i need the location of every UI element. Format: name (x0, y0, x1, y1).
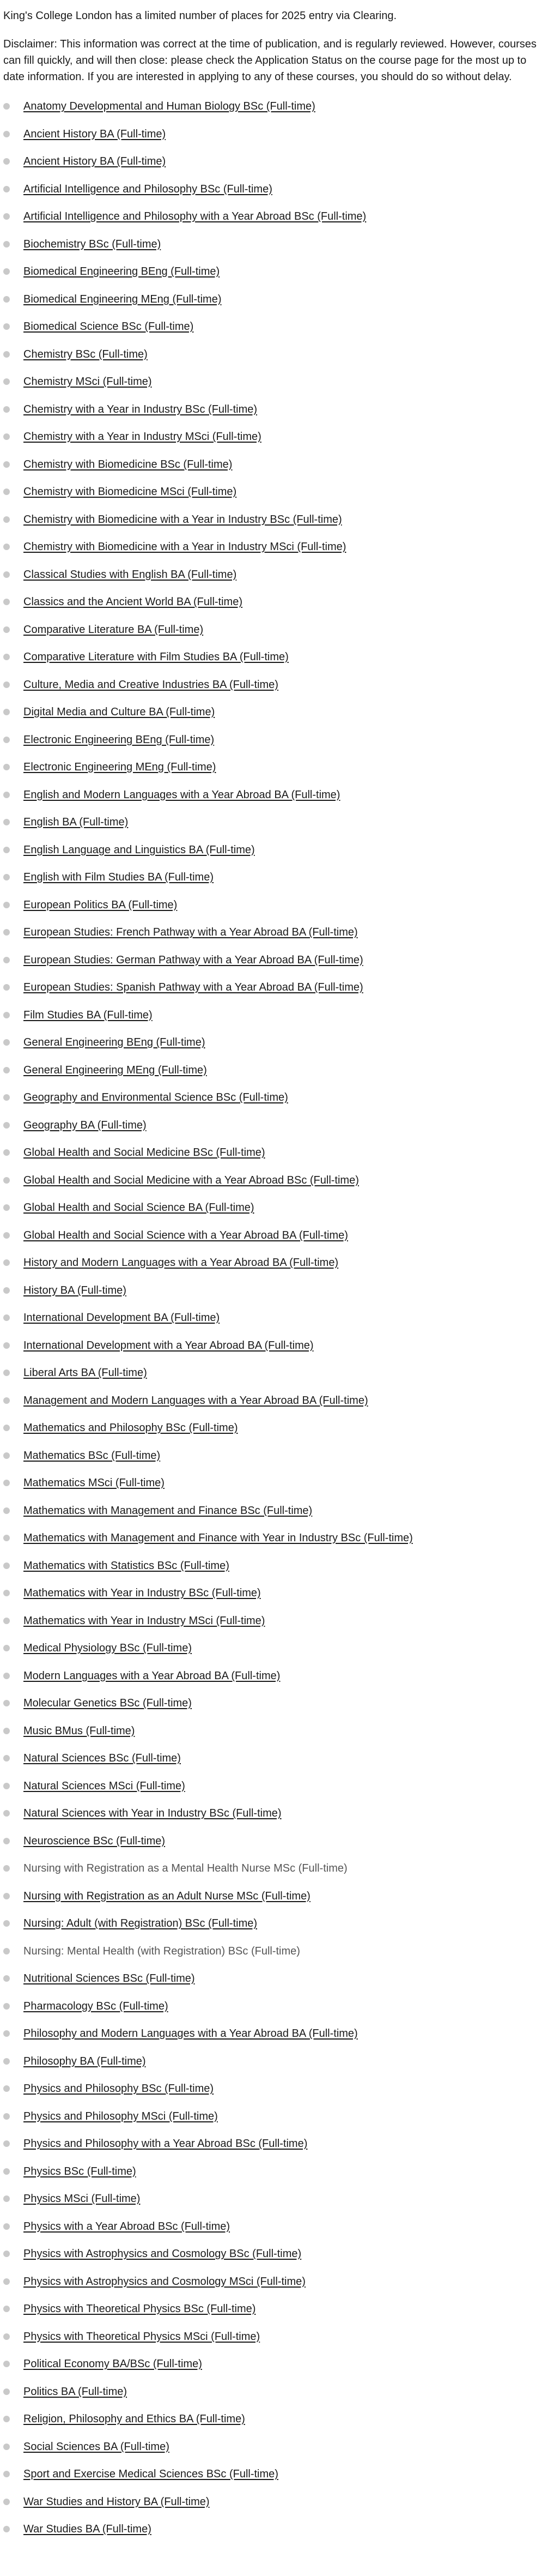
course-list-item (3, 2494, 548, 2521)
course-link[interactable]: Physics and Philosophy with a Year Abroad BSc (Full-time) (23, 2138, 308, 2150)
course-list-item (3, 759, 548, 787)
course-list-item (3, 1723, 548, 1751)
course-link[interactable]: Mathematics with Statistics BSc (Full-time) (23, 1559, 229, 1572)
course-list-item (3, 208, 548, 236)
course-list-item (3, 566, 548, 594)
course-list-item (3, 1420, 548, 1447)
bullet-icon (3, 874, 10, 880)
bullet-icon (3, 792, 10, 798)
course-list-item (3, 2384, 548, 2411)
bullet-icon (3, 1563, 10, 1569)
course-link[interactable]: Physics BSc (Full-time) (23, 2165, 136, 2177)
course-link[interactable]: English and Modern Languages with a Year Abroad BA (Full-time) (23, 788, 340, 801)
course-link[interactable]: Mathematics with Year in Industry MSci (Full-time) (23, 1614, 265, 1627)
bullet-icon (3, 2278, 10, 2285)
course-list-item (3, 236, 548, 264)
bullet-icon (3, 241, 10, 248)
course-link[interactable]: English BA (Full-time) (23, 816, 129, 828)
bullet-icon (3, 433, 10, 440)
course-link[interactable]: Global Health and Social Science BA (Full-time) (23, 1202, 254, 1214)
course-link[interactable]: Medical Physiology BSc (Full-time) (23, 1642, 192, 1654)
disclaimer-text: Disclaimer: This information was correct at the time of publication, and is regularly reviewed. However, courses can fill quickly, and will then close: please check the Application Status on the course page for the most up to date information. If you are interested in applying to any of these courses, you should do so without delay. (3, 38, 537, 83)
course-list-item (3, 1888, 548, 1916)
course-list-item (3, 2025, 548, 2053)
course-list-item (3, 1089, 548, 1117)
course-link[interactable]: Mathematics with Management and Finance BSc (Full-time) (23, 1504, 313, 1517)
bullet-icon (3, 1122, 10, 1129)
course-list-item (3, 373, 548, 401)
course-list-item (3, 2466, 548, 2494)
course-list-item (3, 153, 548, 181)
course-list-item (3, 484, 548, 511)
course-link[interactable]: Natural Sciences MSci (Full-time) (23, 1779, 185, 1792)
bullet-icon (3, 681, 10, 688)
bullet-icon (3, 2085, 10, 2092)
course-list-item (3, 2053, 548, 2081)
course-link[interactable]: Natural Sciences BSc (Full-time) (23, 1752, 181, 1764)
bullet-icon (3, 1342, 10, 1349)
course-list-item (3, 1750, 548, 1778)
course-link[interactable]: Physics with Theoretical Physics BSc (Full-time) (23, 2303, 256, 2315)
course-list-item (3, 181, 548, 209)
bullet-icon (3, 213, 10, 220)
bullet-icon (3, 268, 10, 275)
bullet-icon (3, 2168, 10, 2175)
bullet-icon (3, 2471, 10, 2477)
course-list-item (3, 1447, 548, 1475)
course-link[interactable]: Geography BA (Full-time) (23, 1119, 147, 1131)
course-link[interactable]: Nursing with Registration as an Adult Nurse MSc (Full-time) (23, 1890, 311, 1902)
course-link[interactable]: Digital Media and Culture BA (Full-time) (23, 706, 215, 718)
course-list-item (3, 2218, 548, 2246)
bullet-icon (3, 461, 10, 468)
course-list-item (3, 1558, 548, 1585)
bullet-icon (3, 103, 10, 110)
bullet-icon (3, 2306, 10, 2312)
course-list-item (3, 2439, 548, 2466)
course-list-item (3, 2521, 548, 2549)
bullet-icon (3, 1645, 10, 1651)
course-link[interactable]: War Studies BA (Full-time) (23, 2523, 151, 2535)
bullet-icon (3, 1975, 10, 1982)
bullet-icon (3, 1287, 10, 1294)
course-list-item (3, 704, 548, 732)
course-link[interactable]: European Politics BA (Full-time) (23, 898, 178, 911)
course-link[interactable]: History BA (Full-time) (23, 1284, 126, 1296)
course-list (3, 98, 548, 2549)
bullet-icon (3, 1755, 10, 1761)
course-list-item (3, 649, 548, 677)
course-link[interactable]: Physics with Astrophysics and Cosmology BSc (Full-time) (23, 2248, 302, 2260)
course-link[interactable]: Mathematics with Year in Industry BSc (Full-time) (23, 1587, 261, 1599)
course-link[interactable]: Ancient History BA (Full-time) (23, 128, 166, 140)
bullet-icon (3, 1728, 10, 1734)
course-list-item (3, 1007, 548, 1035)
course-list-item (3, 1695, 548, 1723)
bullet-icon (3, 2251, 10, 2257)
course-link[interactable]: Chemistry with a Year in Industry MSci (Full-time) (23, 431, 261, 443)
course-list-item (3, 979, 548, 1007)
course-link[interactable]: Nursing: Adult (with Registration) BSc (Full-time) (23, 1917, 258, 1929)
course-list-item (3, 1062, 548, 1090)
course-link[interactable]: European Studies: Spanish Pathway with a Year Abroad BA (Full-time) (23, 981, 363, 993)
course-list-item (3, 126, 548, 154)
bullet-icon (3, 1590, 10, 1596)
course-link[interactable]: European Studies: German Pathway with a Year Abroad BA (Full-time) (23, 954, 363, 966)
course-link[interactable]: Artificial Intelligence and Philosophy with a Year Abroad BSc (Full-time) (23, 210, 367, 222)
bullet-icon (3, 1480, 10, 1486)
course-list-item (3, 869, 548, 897)
bullet-icon (3, 2416, 10, 2422)
course-list-item (3, 1282, 548, 1310)
course-label: Nursing with Registration as a Mental Health Nurse MSc (Full-time) (23, 1862, 348, 1874)
course-list-item (3, 1915, 548, 1943)
course-list-item (3, 1860, 548, 1888)
course-list-item (3, 1998, 548, 2026)
course-list-item (3, 1970, 548, 1998)
course-list-item (3, 1943, 548, 1971)
course-link[interactable]: General Engineering MEng (Full-time) (23, 1064, 207, 1076)
course-link[interactable]: Liberal Arts BA (Full-time) (23, 1367, 147, 1379)
course-link[interactable]: Mathematics MSci (Full-time) (23, 1477, 165, 1489)
course-link[interactable]: Physics with Theoretical Physics MSci (Full-time) (23, 2330, 260, 2343)
course-link[interactable]: Biomedical Engineering MEng (Full-time) (23, 293, 222, 305)
course-link[interactable]: Biomedical Science BSc (Full-time) (23, 321, 194, 333)
course-link[interactable]: War Studies and History BA (Full-time) (23, 2495, 210, 2508)
course-list-item (3, 732, 548, 759)
course-link[interactable]: History and Modern Languages with a Year Abroad BA (Full-time) (23, 1257, 339, 1269)
course-list-item (3, 2273, 548, 2301)
course-link[interactable]: Chemistry with a Year in Industry BSc (Full-time) (23, 403, 258, 415)
course-link[interactable]: Politics BA (Full-time) (23, 2385, 127, 2398)
bullet-icon (3, 2499, 10, 2505)
course-list-item (3, 346, 548, 374)
course-list-item (3, 456, 548, 484)
course-link[interactable]: Global Health and Social Medicine with a Year Abroad BSc (Full-time) (23, 1174, 359, 1186)
bullet-icon (3, 1232, 10, 1239)
course-list-item (3, 952, 548, 980)
course-list-item (3, 1172, 548, 1200)
bullet-icon (3, 1920, 10, 1927)
course-link[interactable]: Mathematics with Management and Finance with Year in Industry BSc (Full-time) (23, 1532, 413, 1544)
bullet-icon (3, 2195, 10, 2202)
course-link[interactable]: English Language and Linguistics BA (Full-time) (23, 843, 255, 856)
bullet-icon (3, 158, 10, 165)
course-link[interactable]: Neuroscience BSc (Full-time) (23, 1835, 166, 1847)
course-list-item (3, 2301, 548, 2328)
course-link[interactable]: Electronic Engineering BEng (Full-time) (23, 733, 215, 746)
course-link[interactable]: Comparative Literature BA (Full-time) (23, 623, 204, 636)
bullet-icon (3, 654, 10, 660)
course-link[interactable]: Chemistry with Biomedicine with a Year in Industry BSc (Full-time) (23, 513, 342, 526)
course-link[interactable]: Sport and Exercise Medical Sciences BSc (Full-time) (23, 2468, 278, 2480)
course-list-item (3, 1144, 548, 1172)
bullet-icon (3, 544, 10, 550)
course-list-item (3, 1254, 548, 1282)
course-link[interactable]: Mathematics BSc (Full-time) (23, 1449, 161, 1462)
course-link[interactable]: Ancient History BA (Full-time) (23, 155, 166, 167)
course-link[interactable]: Pharmacology BSc (Full-time) (23, 2000, 168, 2012)
bullet-icon (3, 2361, 10, 2367)
bullet-icon (3, 2003, 10, 2010)
bullet-icon (3, 1149, 10, 1156)
bullet-icon (3, 1865, 10, 1872)
course-list-item (3, 1833, 548, 1861)
course-list-item (3, 1475, 548, 1503)
course-list-item (3, 291, 548, 319)
course-link[interactable]: Music BMus (Full-time) (23, 1724, 135, 1737)
bullet-icon (3, 709, 10, 715)
course-list-item (3, 814, 548, 842)
course-link[interactable]: Chemistry BSc (Full-time) (23, 348, 148, 360)
bullet-icon (3, 186, 10, 192)
course-list-item (3, 1805, 548, 1833)
bullet-icon (3, 1067, 10, 1073)
bullet-icon (3, 1425, 10, 1431)
course-link[interactable]: Film Studies BA (Full-time) (23, 1009, 153, 1021)
course-link[interactable]: Global Health and Social Science with a Year Abroad BA (Full-time) (23, 1229, 348, 1241)
course-list-item (3, 787, 548, 815)
bullet-icon (3, 929, 10, 936)
course-list-item (3, 1668, 548, 1696)
course-list-item (3, 1530, 548, 1558)
bullet-icon (3, 626, 10, 633)
course-link[interactable]: Philosophy BA (Full-time) (23, 2055, 146, 2067)
course-link[interactable]: Biomedical Engineering BEng (Full-time) (23, 266, 220, 277)
bullet-icon (3, 1893, 10, 1899)
course-link[interactable]: Chemistry with Biomedicine BSc (Full-time) (23, 458, 233, 470)
course-link[interactable]: Chemistry MSci (Full-time) (23, 376, 152, 388)
course-link[interactable]: Chemistry with Biomedicine with a Year in Industry MSci (Full-time) (23, 541, 346, 553)
course-link[interactable]: Physics MSci (Full-time) (23, 2193, 141, 2205)
bullet-icon (3, 516, 10, 523)
course-list-item (3, 1640, 548, 1668)
bullet-icon (3, 131, 10, 137)
bullet-icon (3, 1948, 10, 1954)
course-link[interactable]: Chemistry with Biomedicine MSci (Full-time) (23, 486, 237, 498)
bullet-icon (3, 323, 10, 330)
course-list-item (3, 511, 548, 539)
bullet-icon (3, 1012, 10, 1018)
bullet-icon (3, 1507, 10, 1514)
bullet-icon (3, 2140, 10, 2147)
bullet-icon (3, 737, 10, 743)
course-link[interactable]: Anatomy Developmental and Human Biology BSc (Full-time) (23, 100, 315, 112)
bullet-icon (3, 984, 10, 991)
bullet-icon (3, 1535, 10, 1541)
course-link[interactable]: Global Health and Social Medicine BSc (Full-time) (23, 1147, 265, 1159)
course-link[interactable]: Management and Modern Languages with a Year Abroad BA (Full-time) (23, 1394, 368, 1407)
bullet-icon (3, 378, 10, 385)
course-link[interactable]: Social Sciences BA (Full-time) (23, 2440, 169, 2453)
course-list-item (3, 263, 548, 291)
course-list-item (3, 1613, 548, 1640)
course-link[interactable]: Mathematics and Philosophy BSc (Full-time) (23, 1422, 238, 1434)
course-link[interactable]: Comparative Literature with Film Studies BA (Full-time) (23, 651, 289, 663)
bullet-icon (3, 2223, 10, 2230)
course-link[interactable]: Physics with a Year Abroad BSc (Full-time) (23, 2220, 230, 2233)
course-link[interactable]: Biochemistry BSc (Full-time) (23, 238, 161, 250)
bullet-icon (3, 2388, 10, 2395)
course-link[interactable]: Molecular Genetics BSc (Full-time) (23, 1697, 192, 1709)
bullet-icon (3, 488, 10, 495)
course-link[interactable]: Physics and Philosophy BSc (Full-time) (23, 2083, 214, 2095)
bullet-icon (3, 764, 10, 770)
bullet-icon (3, 1452, 10, 1459)
course-list-item (3, 1117, 548, 1145)
course-link[interactable]: Culture, Media and Creative Industries BA (Full-time) (23, 678, 278, 691)
course-label: Nursing: Mental Health (with Registration) BSc (Full-time) (23, 1945, 300, 1957)
bullet-icon (3, 1618, 10, 1624)
bullet-icon (3, 1314, 10, 1321)
course-link[interactable]: International Development with a Year Abroad BA (Full-time) (23, 1339, 314, 1352)
course-link[interactable]: Nutritional Sciences BSc (Full-time) (23, 1972, 195, 1984)
bullet-icon (3, 2058, 10, 2065)
bullet-icon (3, 2444, 10, 2450)
course-link[interactable]: Natural Sciences with Year in Industry BSc (Full-time) (23, 1807, 282, 1819)
bullet-icon (3, 957, 10, 963)
intro-text: King's College London has a limited number of places for 2025 entry via Clearing. (3, 10, 397, 22)
course-list-item (3, 539, 548, 566)
bullet-icon (3, 1177, 10, 1184)
bullet-icon (3, 819, 10, 825)
bullet-icon (3, 1204, 10, 1211)
bullet-icon (3, 1838, 10, 1844)
bullet-icon (3, 1039, 10, 1046)
course-list-item (3, 1503, 548, 1530)
bullet-icon (3, 902, 10, 908)
course-list-item (3, 842, 548, 870)
bullet-icon (3, 1700, 10, 1706)
course-list-item (3, 98, 548, 126)
course-list-item (3, 401, 548, 429)
course-list-item (3, 2328, 548, 2356)
bullet-icon (3, 1810, 10, 1817)
course-list-item (3, 924, 548, 952)
course-list-item (3, 2080, 548, 2108)
course-link[interactable]: Classics and the Ancient World BA (Full-time) (23, 596, 243, 608)
course-list-item (3, 594, 548, 622)
bullet-icon (3, 351, 10, 358)
course-list-item (3, 1227, 548, 1255)
course-list-item (3, 622, 548, 649)
course-link[interactable]: European Studies: French Pathway with a Year Abroad BA (Full-time) (23, 926, 358, 938)
bullet-icon (3, 599, 10, 605)
course-link[interactable]: Geography and Environmental Science BSc (Full-time) (23, 1091, 288, 1103)
bullet-icon (3, 2113, 10, 2120)
course-list-item (3, 429, 548, 456)
course-list-item (3, 2411, 548, 2439)
course-link[interactable]: Political Economy BA/BSc (Full-time) (23, 2358, 202, 2370)
course-link[interactable]: Physics with Astrophysics and Cosmology MSci (Full-time) (23, 2275, 306, 2288)
bullet-icon (3, 2526, 10, 2532)
bullet-icon (3, 847, 10, 853)
bullet-icon (3, 1259, 10, 1266)
bullet-icon (3, 1673, 10, 1679)
course-list-item (3, 2246, 548, 2273)
bullet-icon (3, 296, 10, 303)
course-list-item (3, 318, 548, 346)
course-list-item (3, 677, 548, 704)
course-link[interactable]: Physics and Philosophy MSci (Full-time) (23, 2110, 218, 2122)
course-list-item (3, 1365, 548, 1392)
course-link[interactable]: Classical Studies with English BA (Full-time) (23, 568, 237, 581)
bullet-icon (3, 406, 10, 413)
course-link[interactable]: English with Film Studies BA (Full-time) (23, 871, 214, 883)
course-list-item (3, 1585, 548, 1613)
bullet-icon (3, 2030, 10, 2037)
bullet-icon (3, 1783, 10, 1789)
course-list-item (3, 2191, 548, 2218)
course-link[interactable]: Modern Languages with a Year Abroad BA (Full-time) (23, 1669, 281, 1682)
course-link[interactable]: Electronic Engineering MEng (Full-time) (23, 761, 216, 773)
course-list-item (3, 1337, 548, 1365)
course-list-item (3, 1199, 548, 1227)
course-link[interactable]: Artificial Intelligence and Philosophy BSc (Full-time) (23, 183, 272, 195)
bullet-icon (3, 1397, 10, 1404)
course-list-item (3, 1034, 548, 1062)
course-list-item (3, 2135, 548, 2163)
bullet-icon (3, 1094, 10, 1101)
course-list-item (3, 2108, 548, 2136)
course-link[interactable]: Religion, Philosophy and Ethics BA (Full-time) (23, 2413, 245, 2425)
course-link[interactable]: General Engineering BEng (Full-time) (23, 1036, 205, 1048)
course-list-item (3, 2163, 548, 2191)
course-list-item (3, 1392, 548, 1420)
course-link[interactable]: International Development BA (Full-time) (23, 1312, 220, 1324)
bullet-icon (3, 571, 10, 578)
bullet-icon (3, 1370, 10, 1376)
course-list-item (3, 1310, 548, 1337)
course-list-item (3, 2356, 548, 2384)
course-list-item (3, 1778, 548, 1806)
course-list-item (3, 897, 548, 925)
bullet-icon (3, 2333, 10, 2340)
course-link[interactable]: Philosophy and Modern Languages with a Year Abroad BA (Full-time) (23, 2028, 358, 2040)
